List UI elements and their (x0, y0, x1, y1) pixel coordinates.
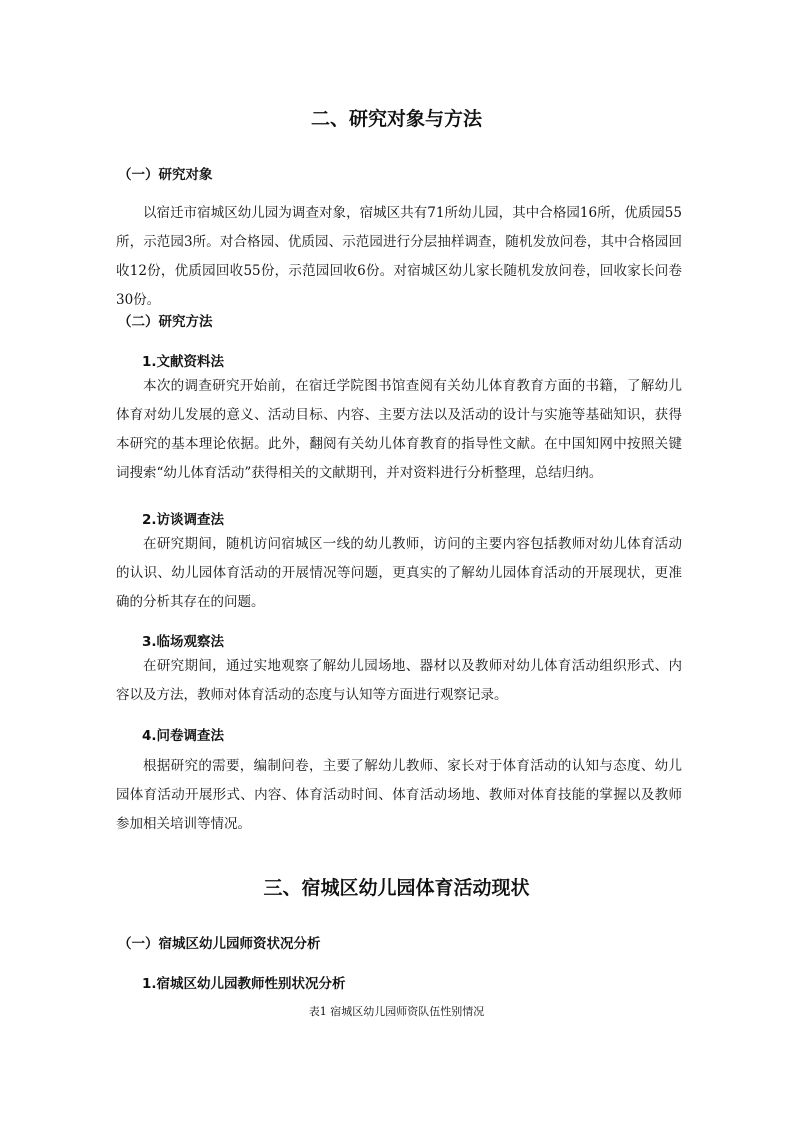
method-3-paragraph: 在研究期间，通过实地观察了解幼儿园场地、器材以及教师对幼儿体育活动组织形式、内容以及方法，教师对体育活动的态度与认知等方面进行观察记录。 (116, 658, 682, 703)
subsection-teacher-status-heading: （一）宿城区幼儿园师资状况分析 (118, 936, 321, 952)
method-2-heading: 2.访谈调查法 (142, 512, 225, 528)
subsection-research-methods-heading: （二）研究方法 (118, 314, 213, 330)
research-object-paragraph: 以宿迁市宿城区幼儿园为调查对象，宿城区共有71所幼儿园，其中合格园16所，优质园55所，示范园3所。对合格园、优质园、示范园进行分层抽样调查，随机发放问卷，其中合格园回收12份，优质园回收55份，示范园回收6份。对宿城区幼儿家长随机发放问卷，回收家长问卷30份。 (116, 205, 682, 308)
section-2-title: 二、研究对象与方法 (310, 108, 482, 130)
section-3-title: 三、宿城区幼儿园体育活动现状 (263, 877, 530, 899)
table-caption: 表1 宿城区幼儿园师资队伍性别情况 (308, 1005, 485, 1018)
method-3-heading: 3.临场观察法 (142, 634, 225, 650)
teacher-gender-heading: 1.宿城区幼儿园教师性别状况分析 (142, 976, 346, 992)
method-4-paragraph: 根据研究的需要，编制问卷，主要了解幼儿教师、家长对于体育活动的认知与态度、幼儿园体育活动开展形式、内容、体育活动时间、体育活动场地、教师对体育技能的掌握以及教师参加相关培训等情况。 (116, 758, 682, 832)
subsection-research-object-heading: （一）研究对象 (118, 167, 213, 183)
method-4-heading: 4.问卷调查法 (142, 728, 225, 744)
method-1-paragraph: 本次的调查研究开始前，在宿迁学院图书馆查阅有关幼儿体育教育方面的书籍，了解幼儿体育对幼儿发展的意义、活动目标、内容、主要方法以及活动的设计与实施等基础知识，获得本研究的基本理论依据。此外，翻阅有关幼儿体育教育的指导性文献。在中国知网中按照关键词搜索“幼儿体育活动”获得相关的文献期刊，并对资料进行分析整理，总结归纳。 (116, 378, 682, 481)
method-2-paragraph: 在研究期间，随机访问宿城区一线的幼儿教师，访问的主要内容包括教师对幼儿体育活动的认识、幼儿园体育活动的开展情况等问题，更真实的了解幼儿园体育活动的开展现状，更准确的分析其存在的问题。 (116, 536, 682, 610)
method-1-heading: 1.文献资料法 (142, 354, 225, 370)
